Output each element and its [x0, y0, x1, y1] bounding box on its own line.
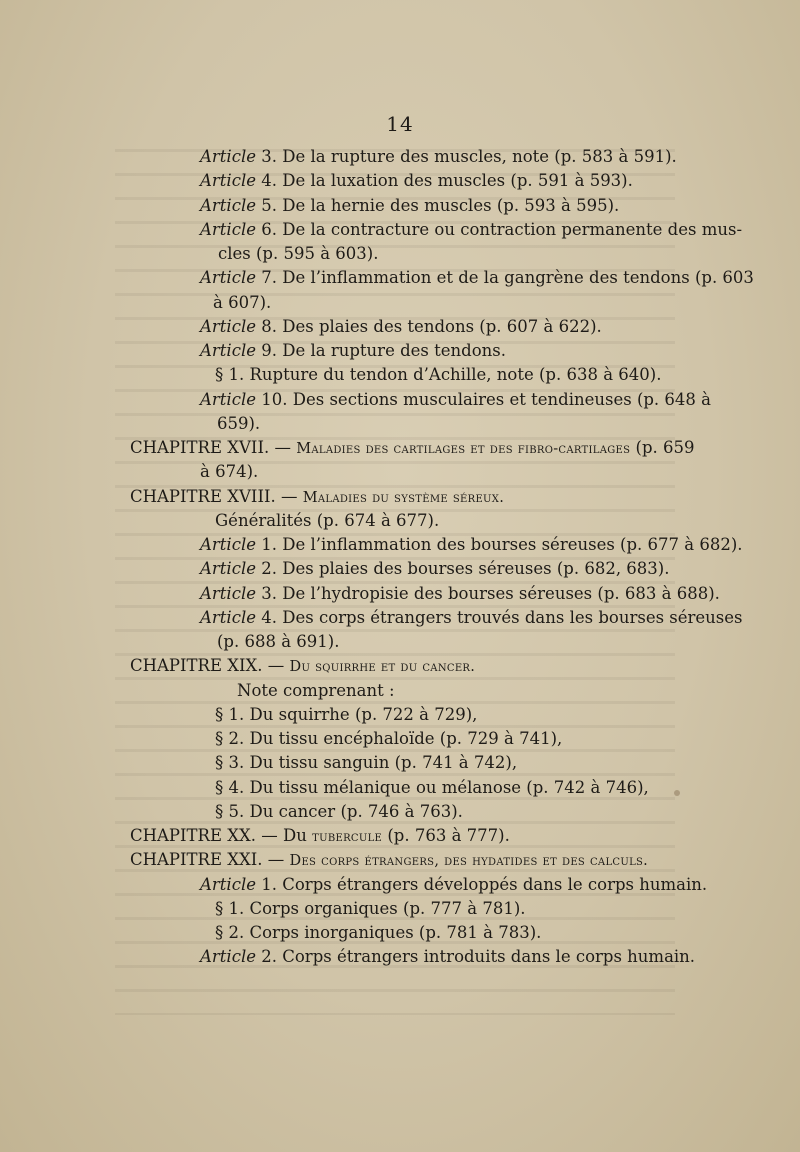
- entry-text: —: [267, 656, 290, 676]
- toc-line: [217, 630, 340, 654]
- entry-text: Corps organiques (p. 777 à 781).: [249, 898, 526, 918]
- toc-line: [215, 703, 477, 727]
- entry-text: cles (p. 595 à 603).: [218, 244, 379, 263]
- entry-title-smallcaps: Maladies du système séreux.: [302, 489, 505, 506]
- toc-line: [130, 824, 510, 849]
- entry-text: Corps étrangers développés dans le corps humain.: [282, 874, 708, 894]
- entry-page-range: (p. 659: [630, 438, 695, 457]
- entry-text: De l’inflammation des bourses séreuses (p. 677 à 682).: [282, 535, 743, 554]
- entry-number: § 1.: [215, 898, 245, 918]
- toc-line: [213, 291, 271, 315]
- entry-number: 2.: [261, 559, 277, 579]
- entry-text: Du tissu sanguin (p. 741 à 742),: [249, 753, 518, 773]
- entry-text: 659).: [217, 413, 261, 433]
- entry-text: Du tissu mélanique ou mélanose (p. 742 à 746),: [249, 777, 649, 797]
- toc-line: [200, 557, 669, 581]
- toc-line: [215, 363, 661, 387]
- entry-number: CHAPITRE XIX.: [130, 656, 263, 676]
- toc-line: [200, 194, 619, 218]
- entry-text: Du cancer (p. 746 à 763).: [249, 801, 463, 821]
- toc-line: [215, 776, 649, 800]
- entry-number: 4.: [261, 171, 277, 191]
- entry-text: (p. 688 à 691).: [217, 632, 340, 651]
- entry-label: Article: [200, 195, 256, 215]
- entry-number: 4.: [261, 607, 277, 627]
- entry-text: à 674).: [200, 462, 259, 482]
- entry-number: 2.: [261, 947, 277, 967]
- entry-text: Rupture du tendon d’Achille, note (p. 638 à 640).: [249, 365, 662, 385]
- toc-line: [215, 800, 463, 824]
- entry-text: —: [267, 850, 290, 870]
- entry-text: Des corps étrangers trouvés dans les bourses séreuses: [282, 607, 743, 627]
- entry-text: Note comprenant :: [237, 680, 395, 700]
- toc-line: [200, 460, 258, 484]
- entry-label: Article: [200, 341, 256, 360]
- entry-label: Article: [200, 389, 256, 409]
- toc-line: [217, 412, 260, 436]
- entry-number: § 5.: [215, 801, 245, 821]
- toc-line: [200, 145, 677, 169]
- entry-text: De la hernie des muscles (p. 593 à 595).: [282, 195, 620, 215]
- toc-line: [200, 169, 633, 193]
- entry-label: Article: [200, 171, 256, 191]
- toc-line: [200, 315, 602, 339]
- entry-label: Article: [200, 947, 256, 967]
- entry-number: 5.: [261, 195, 277, 215]
- entry-number: 1.: [261, 535, 277, 554]
- entry-number: § 1.: [215, 704, 245, 724]
- entry-text: —: [274, 438, 297, 457]
- toc-line: [130, 436, 695, 461]
- toc-line: [215, 727, 562, 751]
- entry-number: 9.: [261, 341, 277, 360]
- toc-line: [200, 266, 754, 290]
- entry-label: Article: [200, 268, 256, 288]
- toc-line: [130, 654, 475, 679]
- entry-text: Corps inorganiques (p. 781 à 783).: [249, 923, 542, 942]
- entry-text: De la rupture des muscles, note (p. 583 à 591).: [282, 147, 677, 166]
- toc-line: [130, 848, 648, 873]
- entry-text: Du squirrhe (p. 722 à 729),: [249, 704, 478, 724]
- entry-label: Article: [200, 219, 256, 239]
- entry-label: Article: [200, 559, 256, 579]
- toc-line: [237, 679, 395, 703]
- entry-text: De la rupture des tendons.: [282, 341, 506, 360]
- entry-number: CHAPITRE XVII.: [130, 438, 270, 457]
- entry-number: CHAPITRE XXI.: [130, 850, 263, 870]
- entry-number: CHAPITRE XVIII.: [130, 486, 276, 506]
- entry-label: Article: [200, 535, 256, 554]
- toc-line: [130, 485, 504, 510]
- entry-number: 1.: [261, 874, 277, 894]
- entry-number: § 3.: [215, 753, 245, 773]
- entry-page-range: (p. 763 à 777).: [382, 826, 510, 845]
- entry-text: — Du: [261, 826, 313, 845]
- toc-line: [200, 339, 506, 363]
- entry-title-smallcaps: Maladies des cartilages et des fibro-cartilages: [296, 441, 631, 457]
- entry-title-smallcaps: tubercule: [312, 829, 383, 845]
- entry-text: Du tissu encéphaloïde (p. 729 à 741),: [249, 729, 563, 748]
- toc-line: [200, 388, 711, 412]
- entry-number: § 2.: [215, 923, 245, 942]
- toc-line: [200, 582, 720, 606]
- entry-text: Corps étrangers introduits dans le corps humain.: [282, 947, 696, 967]
- toc-line: [215, 509, 439, 533]
- entry-number: 3.: [261, 583, 277, 603]
- entry-text: Des plaies des tendons (p. 607 à 622).: [282, 316, 602, 336]
- entry-title-smallcaps: Des corps étrangers, des hydatides et des calculs.: [289, 853, 649, 870]
- entry-number: 7.: [261, 268, 277, 288]
- entry-text: Des sections musculaires et tendineuses (p. 648 à: [292, 389, 712, 409]
- toc-line: [200, 606, 743, 630]
- toc-line: [218, 242, 378, 266]
- entry-number: CHAPITRE XX.: [130, 826, 257, 845]
- toc-line: [200, 533, 743, 557]
- entry-text: De l’inflammation et de la gangrène des tendons (p. 603: [282, 268, 754, 288]
- entry-number: § 1.: [215, 365, 245, 385]
- entry-number: 8.: [261, 316, 277, 336]
- entry-label: Article: [200, 583, 256, 603]
- entry-text: De la luxation des muscles (p. 591 à 593).: [282, 171, 633, 191]
- entry-number: § 4.: [215, 777, 245, 797]
- entry-number: 3.: [261, 147, 277, 166]
- toc-line: [200, 218, 742, 242]
- entry-title-smallcaps: Du squirrhe et du cancer.: [289, 659, 476, 676]
- toc-line: [200, 873, 707, 897]
- toc-line: [215, 897, 526, 921]
- entry-label: Article: [200, 316, 256, 336]
- entry-text: Des plaies des bourses séreuses (p. 682, 683).: [282, 559, 670, 579]
- entry-text: De l’hydropisie des bourses séreuses (p. 683 à 688).: [282, 583, 720, 603]
- page-number: 14: [386, 112, 414, 136]
- entry-text: —: [280, 486, 303, 506]
- entry-label: Article: [200, 147, 256, 166]
- toc-line: [215, 921, 541, 945]
- entry-label: Article: [200, 874, 256, 894]
- paper-stain: [674, 790, 680, 796]
- entry-number: 6.: [261, 219, 277, 239]
- entry-number: § 2.: [215, 729, 245, 748]
- entry-number: 10.: [261, 389, 288, 409]
- entry-text: Généralités (p. 674 à 677).: [215, 510, 440, 530]
- toc-line: [200, 945, 695, 969]
- entry-text: à 607).: [213, 292, 272, 312]
- entry-label: Article: [200, 607, 256, 627]
- entry-text: De la contracture ou contraction permanente des mus-: [282, 219, 743, 239]
- toc-line: [215, 751, 517, 775]
